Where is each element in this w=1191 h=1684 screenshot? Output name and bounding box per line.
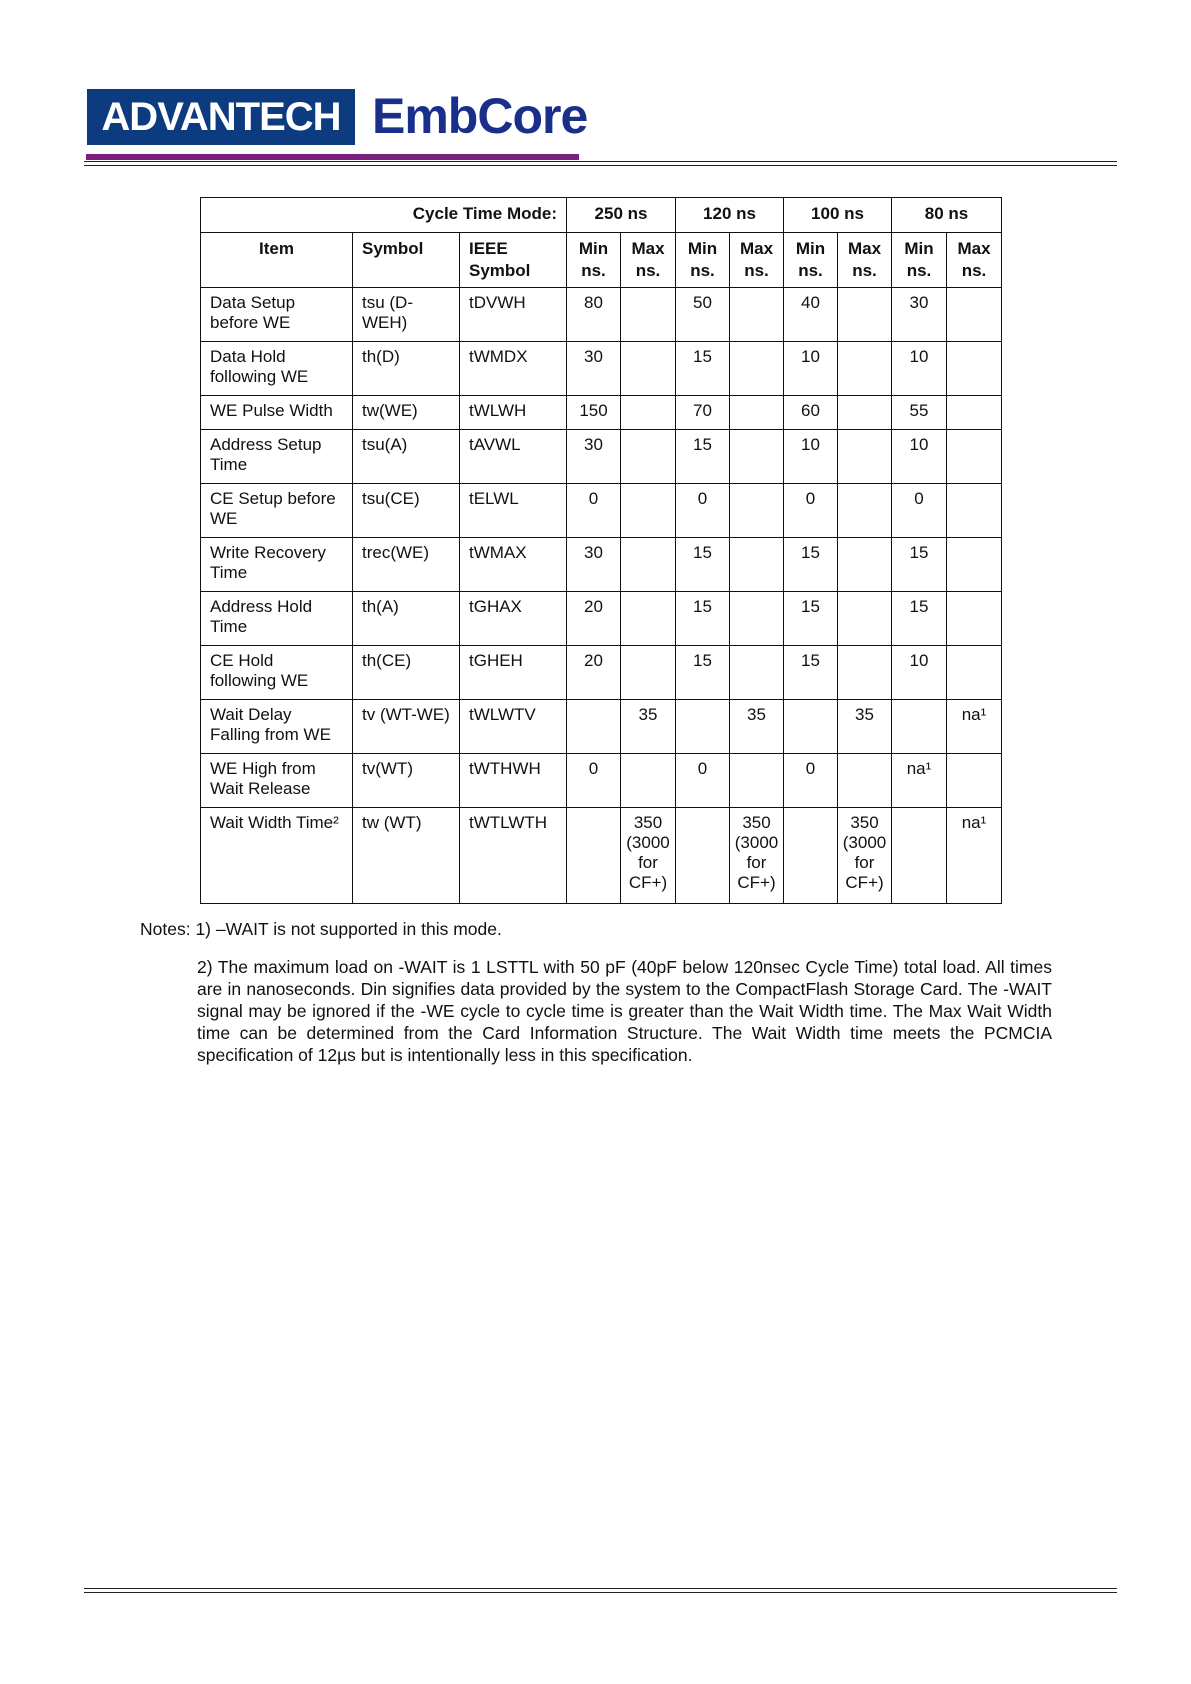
min-value-cell: 10 (892, 646, 947, 700)
min-value-cell: 10 (892, 342, 947, 396)
col-header-item: Item (201, 233, 353, 288)
header-accent-bar (86, 154, 579, 160)
mode-header: 120 ns (676, 198, 784, 233)
min-value-cell: 150 (567, 396, 621, 430)
min-value-cell: 40 (784, 288, 838, 342)
row-item: Data Setup before WE (201, 288, 353, 342)
max-value-cell: na¹ (947, 808, 1002, 904)
col-header-max: Max ns. (947, 233, 1002, 288)
min-value-cell: 20 (567, 646, 621, 700)
min-value-cell: 50 (676, 288, 730, 342)
row-ieee-symbol: tWLWH (460, 396, 567, 430)
max-value-cell (730, 396, 784, 430)
advantech-logo: ADVANTECH (87, 89, 355, 145)
max-value-cell (838, 288, 892, 342)
col-header-min: Min ns. (784, 233, 838, 288)
table-row (201, 592, 1002, 646)
col-header-min: Min ns. (567, 233, 621, 288)
mode-header: 250 ns (567, 198, 676, 233)
row-symbol: tsu(A) (353, 430, 460, 484)
max-value-cell: 35 (838, 700, 892, 754)
max-value-cell (947, 592, 1002, 646)
row-symbol: th(D) (353, 342, 460, 396)
col-header-min: Min ns. (676, 233, 730, 288)
max-value-cell (621, 592, 676, 646)
row-symbol: tw (WT) (353, 808, 460, 904)
max-value-cell (730, 288, 784, 342)
min-value-cell: 10 (784, 430, 838, 484)
table-row (201, 288, 1002, 342)
table-row (201, 700, 1002, 754)
min-value-cell: 15 (892, 538, 947, 592)
min-value-cell: 15 (676, 538, 730, 592)
row-item: Wait Delay Falling from WE (201, 700, 353, 754)
min-value-cell: 10 (784, 342, 838, 396)
max-value-cell (947, 430, 1002, 484)
row-item: Write Recovery Time (201, 538, 353, 592)
row-symbol: th(A) (353, 592, 460, 646)
row-symbol: tsu (D-WEH) (353, 288, 460, 342)
min-value-cell: 0 (676, 754, 730, 808)
table-row (201, 342, 1002, 396)
min-value-cell: 30 (567, 430, 621, 484)
row-symbol: trec(WE) (353, 538, 460, 592)
table-row (201, 396, 1002, 430)
max-value-cell (730, 754, 784, 808)
min-value-cell: 20 (567, 592, 621, 646)
min-value-cell: 15 (676, 430, 730, 484)
row-ieee-symbol: tWMAX (460, 538, 567, 592)
min-value-cell (567, 808, 621, 904)
row-item: Data Hold following WE (201, 342, 353, 396)
min-value-cell: 10 (892, 430, 947, 484)
col-header-max: Max ns. (730, 233, 784, 288)
row-ieee-symbol: tWMDX (460, 342, 567, 396)
max-value-cell (838, 430, 892, 484)
min-value-cell: 15 (676, 646, 730, 700)
footer-rule (84, 1588, 1117, 1589)
min-value-cell: 0 (567, 484, 621, 538)
max-value-cell (621, 430, 676, 484)
row-ieee-symbol: tGHEH (460, 646, 567, 700)
row-item: CE Hold following WE (201, 646, 353, 700)
table-row (201, 808, 1002, 904)
max-value-cell (947, 484, 1002, 538)
max-value-cell (947, 646, 1002, 700)
max-value-cell (730, 342, 784, 396)
min-value-cell: 0 (892, 484, 947, 538)
row-item: WE High from Wait Release (201, 754, 353, 808)
max-value-cell (838, 754, 892, 808)
col-header-symbol: Symbol (353, 233, 460, 288)
max-value-cell (947, 288, 1002, 342)
row-item: CE Setup before WE (201, 484, 353, 538)
min-value-cell: 30 (567, 538, 621, 592)
note-2: 2) The maximum load on -WAIT is 1 LSTTL with 50 pF (40pF below 120nsec Cycle Time) total load. All times are in nanoseconds. Din signifies data provided by the system to the CompactFlash Storage Card. The -WAIT signal may be ignored if the -WE cycle to cycle time is greater than the Wait Width time. The Max Wait Width time can be determined from the Card Information Structure. The Wait Width time meets the PCMCIA specification of 12µs but is intentionally less in this specification. (197, 957, 1052, 1065)
cycle-time-mode-label: Cycle Time Mode: (201, 198, 567, 233)
col-header-max: Max ns. (838, 233, 892, 288)
row-item: Address Hold Time (201, 592, 353, 646)
col-header-ieee: IEEE Symbol (460, 233, 567, 288)
min-value-cell: 55 (892, 396, 947, 430)
max-value-cell (947, 538, 1002, 592)
row-symbol: tv (WT-WE) (353, 700, 460, 754)
row-item: Address Setup Time (201, 430, 353, 484)
footer-rule (84, 1592, 1117, 1593)
min-value-cell: 0 (784, 754, 838, 808)
mode-header: 100 ns (784, 198, 892, 233)
row-symbol: th(CE) (353, 646, 460, 700)
row-item: WE Pulse Width (201, 396, 353, 430)
min-value-cell: 80 (567, 288, 621, 342)
max-value-cell (838, 342, 892, 396)
min-value-cell (892, 808, 947, 904)
min-value-cell (784, 808, 838, 904)
header-rule (84, 161, 1117, 162)
max-value-cell (621, 538, 676, 592)
col-header-min: Min ns. (892, 233, 947, 288)
min-value-cell: 70 (676, 396, 730, 430)
min-value-cell: 15 (784, 592, 838, 646)
min-value-cell (784, 700, 838, 754)
min-value-cell (676, 700, 730, 754)
table-row (201, 430, 1002, 484)
min-value-cell: 0 (676, 484, 730, 538)
min-value-cell: 30 (567, 342, 621, 396)
min-value-cell: 15 (676, 592, 730, 646)
max-value-cell (838, 396, 892, 430)
row-ieee-symbol: tGHAX (460, 592, 567, 646)
max-value-cell (730, 430, 784, 484)
row-ieee-symbol: tDVWH (460, 288, 567, 342)
table-row (201, 484, 1002, 538)
note-1: Notes: 1) –WAIT is not supported in this mode. (140, 919, 502, 939)
max-value-cell: 350 (3000 for CF+) (621, 808, 676, 904)
min-value-cell: na¹ (892, 754, 947, 808)
min-value-cell: 60 (784, 396, 838, 430)
min-value-cell (892, 700, 947, 754)
max-value-cell (947, 754, 1002, 808)
max-value-cell: 350 (3000 for CF+) (838, 808, 892, 904)
table-row (201, 538, 1002, 592)
row-ieee-symbol: tWTLWTH (460, 808, 567, 904)
header-rule (84, 165, 1117, 166)
max-value-cell (838, 646, 892, 700)
max-value-cell (838, 592, 892, 646)
max-value-cell (621, 484, 676, 538)
mode-header: 80 ns (892, 198, 1002, 233)
min-value-cell: 30 (892, 288, 947, 342)
row-symbol: tv(WT) (353, 754, 460, 808)
min-value-cell: 15 (676, 342, 730, 396)
max-value-cell (621, 646, 676, 700)
max-value-cell: 350 (3000 for CF+) (730, 808, 784, 904)
min-value-cell (676, 808, 730, 904)
min-value-cell: 0 (784, 484, 838, 538)
write-timing-table (200, 197, 1002, 904)
max-value-cell: 35 (730, 700, 784, 754)
col-header-max: Max ns. (621, 233, 676, 288)
row-ieee-symbol: tELWL (460, 484, 567, 538)
row-item: Wait Width Time² (201, 808, 353, 904)
min-value-cell (567, 700, 621, 754)
max-value-cell (838, 538, 892, 592)
max-value-cell (838, 484, 892, 538)
row-ieee-symbol: tAVWL (460, 430, 567, 484)
min-value-cell: 15 (784, 646, 838, 700)
max-value-cell (730, 646, 784, 700)
max-value-cell: 35 (621, 700, 676, 754)
table-row (201, 754, 1002, 808)
row-symbol: tw(WE) (353, 396, 460, 430)
row-ieee-symbol: tWTHWH (460, 754, 567, 808)
max-value-cell (730, 592, 784, 646)
max-value-cell (947, 342, 1002, 396)
max-value-cell (621, 288, 676, 342)
max-value-cell (621, 396, 676, 430)
row-symbol: tsu(CE) (353, 484, 460, 538)
row-ieee-symbol: tWLWTV (460, 700, 567, 754)
min-value-cell: 0 (567, 754, 621, 808)
min-value-cell: 15 (892, 592, 947, 646)
max-value-cell (730, 538, 784, 592)
embcore-logo: EmbCore (372, 88, 588, 144)
table-row (201, 646, 1002, 700)
max-value-cell (621, 754, 676, 808)
min-value-cell: 15 (784, 538, 838, 592)
max-value-cell (947, 396, 1002, 430)
max-value-cell (621, 342, 676, 396)
max-value-cell (730, 484, 784, 538)
max-value-cell: na¹ (947, 700, 1002, 754)
